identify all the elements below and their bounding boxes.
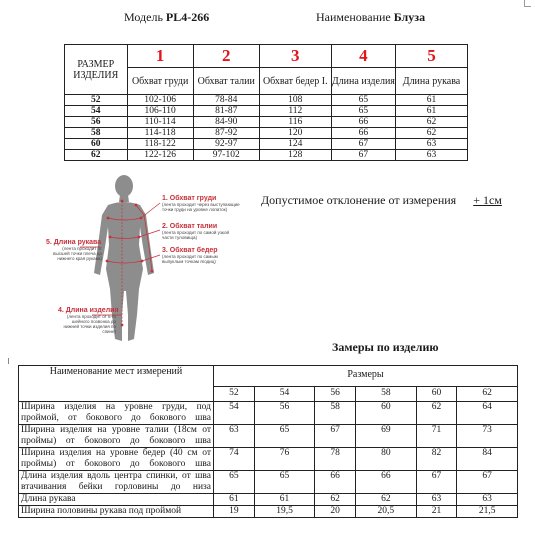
measurement-value: 63 xyxy=(416,494,457,506)
size-table xyxy=(64,44,468,161)
size-value-cell: 128 xyxy=(259,150,331,161)
measurements-table xyxy=(18,365,518,518)
measurement-row xyxy=(19,425,518,448)
measurement-name: Длина изделия вдоль центра спинки, от шва втачивания бейки горловины до низа xyxy=(19,471,214,494)
size-value-cell: 62 xyxy=(396,128,468,139)
size-value-cell: 97-102 xyxy=(193,150,259,161)
size-value-cell: 122-126 xyxy=(127,150,193,161)
product-name-line xyxy=(316,10,425,25)
measurement-value: 58 xyxy=(315,402,356,425)
size-table-body xyxy=(65,95,468,161)
measurement-name: Ширина половины рукава под проймой xyxy=(19,506,214,518)
measurement-value: 62 xyxy=(416,402,457,425)
col-label-3: Обхват бедер I. xyxy=(259,68,331,95)
measurement-value: 62 xyxy=(315,494,356,506)
measurement-value: 54 xyxy=(214,402,255,425)
size-value-cell: 114-118 xyxy=(127,128,193,139)
size-value-cell: 78-84 xyxy=(193,95,259,106)
measurement-value: 62 xyxy=(356,494,417,506)
measurement-value: 63 xyxy=(457,494,518,506)
col-num-1: 1 xyxy=(127,45,193,68)
size-value-cell: 62 xyxy=(396,117,468,128)
col-num-3: 3 xyxy=(259,45,331,68)
size-cell: 62 xyxy=(65,150,128,161)
size-value-cell: 116 xyxy=(259,117,331,128)
measurement-row xyxy=(19,471,518,494)
sizes-header: Размеры xyxy=(214,366,518,387)
measurement-value: 78 xyxy=(315,448,356,471)
measurement-row xyxy=(19,506,518,518)
measurement-name-header: Наименование мест измерений xyxy=(19,366,214,402)
name-value: Блуза xyxy=(393,10,426,24)
measurement-name: Ширина изделия на уровне талии (18см от проймы) от бокового до бокового шва xyxy=(19,425,214,448)
measurement-figure xyxy=(42,175,252,345)
size-value-cell: 118-122 xyxy=(127,139,193,150)
size-value-cell: 81-87 xyxy=(193,106,259,117)
size-cell: 52 xyxy=(65,95,128,106)
callout-chest: 1. Обхват груди (лента проходит через выступающие точки груди на уровне лопаток) xyxy=(162,195,240,212)
size-cell: 58 xyxy=(65,128,128,139)
size-value-cell: 120 xyxy=(259,128,331,139)
callout-sleeve: 5. Длина рукава (лента проходит от высшей точки плеча до нижнего края рукава) xyxy=(46,239,102,261)
size-row xyxy=(65,150,468,161)
size-value-cell: 66 xyxy=(331,128,395,139)
name-label: Наименование xyxy=(316,10,391,24)
model-label: Модель xyxy=(124,10,163,24)
measurement-value: 80 xyxy=(356,448,417,471)
size-value-cell: 84-90 xyxy=(193,117,259,128)
col-label-4: Длина изделия xyxy=(331,68,395,95)
size-column-header: 56 xyxy=(315,387,356,402)
size-value-cell: 110-114 xyxy=(127,117,193,128)
size-value-cell: 87-92 xyxy=(193,128,259,139)
measurement-row xyxy=(19,402,518,425)
col-label-2: Обхват талии xyxy=(193,68,259,95)
col-num-2: 2 xyxy=(193,45,259,68)
size-row xyxy=(65,128,468,139)
measurement-value: 74 xyxy=(214,448,255,471)
measurement-value: 64 xyxy=(457,402,518,425)
size-value-cell: 66 xyxy=(331,117,395,128)
measurement-value: 67 xyxy=(315,425,356,448)
measurement-name: Длина рукава xyxy=(19,494,214,506)
callout-waist: 2. Обхват талии (лента проходит по самой узкой части туловища) xyxy=(162,223,229,240)
size-column-header: 54 xyxy=(254,387,315,402)
measurement-value: 73 xyxy=(457,425,518,448)
measurement-value: 19 xyxy=(214,506,255,518)
size-value-cell: 124 xyxy=(259,139,331,150)
measurement-value: 56 xyxy=(254,402,315,425)
size-value-cell: 65 xyxy=(331,106,395,117)
measurement-value: 61 xyxy=(214,494,255,506)
size-row xyxy=(65,117,468,128)
size-row xyxy=(65,106,468,117)
measurement-value: 21,5 xyxy=(457,506,518,518)
col-num-4: 4 xyxy=(331,45,395,68)
size-value-cell: 102-106 xyxy=(127,95,193,106)
size-value-cell: 112 xyxy=(259,106,331,117)
measurement-value: 20,5 xyxy=(356,506,417,518)
measurement-value: 61 xyxy=(254,494,315,506)
callout-length: 4. Длина изделия (лента проходит от 6-го шейного позвонка до нижней точки изделия по спине) xyxy=(58,307,119,334)
size-value-cell: 61 xyxy=(396,106,468,117)
size-cell: 54 xyxy=(65,106,128,117)
size-value-cell: 106-110 xyxy=(127,106,193,117)
measurement-value: 19,5 xyxy=(254,506,315,518)
col-label-1: Обхват груди xyxy=(127,68,193,95)
size-row xyxy=(65,139,468,150)
size-value-cell: 67 xyxy=(331,139,395,150)
measurement-value: 69 xyxy=(356,425,417,448)
tolerance-note xyxy=(261,193,502,208)
measurement-value: 67 xyxy=(416,471,457,494)
size-column-header: 60 xyxy=(416,387,457,402)
size-value-cell: 63 xyxy=(396,139,468,150)
size-value-cell: 67 xyxy=(331,150,395,161)
size-cell: 60 xyxy=(65,139,128,150)
measurement-value: 67 xyxy=(457,471,518,494)
measurement-value: 65 xyxy=(254,471,315,494)
size-cell: 56 xyxy=(65,117,128,128)
size-row xyxy=(65,95,468,106)
measurement-value: 82 xyxy=(416,448,457,471)
measurement-value: 76 xyxy=(254,448,315,471)
measurement-value: 20 xyxy=(315,506,356,518)
col-num-5: 5 xyxy=(396,45,468,68)
size-value-cell: 65 xyxy=(331,95,395,106)
measurement-row xyxy=(19,494,518,506)
size-value-cell: 63 xyxy=(396,150,468,161)
measurement-value: 66 xyxy=(356,471,417,494)
measurements-table-body xyxy=(19,366,518,518)
measurement-value: 66 xyxy=(315,471,356,494)
measurements-title: Замеры по изделию xyxy=(332,340,439,354)
measurement-value: 60 xyxy=(356,402,417,425)
measurement-row xyxy=(19,448,518,471)
measurement-value: 65 xyxy=(214,471,255,494)
tolerance-text: Допустимое отклонение от измерения xyxy=(261,193,457,207)
size-column-header: 62 xyxy=(457,387,518,402)
measurement-value: 63 xyxy=(214,425,255,448)
size-header: РАЗМЕР ИЗДЕЛИЯ xyxy=(65,45,128,95)
size-value-cell: 92-97 xyxy=(193,139,259,150)
size-value-cell: 61 xyxy=(396,95,468,106)
size-column-header: 58 xyxy=(356,387,417,402)
measurement-name: Ширина изделия на уровне груди, под проймой, от бокового до бокового шва xyxy=(19,402,214,425)
margin-mark xyxy=(8,358,12,364)
model-line xyxy=(124,10,209,25)
page-corner-mark xyxy=(524,0,531,7)
measurement-value: 84 xyxy=(457,448,518,471)
tolerance-value: + 1см xyxy=(473,193,502,207)
model-value: PL4-266 xyxy=(165,10,210,24)
col-label-5: Длина рукава xyxy=(396,68,468,95)
callout-hips: 3. Обхват бедер (лента проходит по самым выпуклым точкам ягодиц) xyxy=(162,247,218,264)
measurement-value: 21 xyxy=(416,506,457,518)
measurement-value: 71 xyxy=(416,425,457,448)
size-value-cell: 108 xyxy=(259,95,331,106)
measurement-name: Ширина изделия на уровне бедер (40 см от проймы) от бокового до бокового шва xyxy=(19,448,214,471)
size-column-header: 52 xyxy=(214,387,255,402)
measurement-value: 65 xyxy=(254,425,315,448)
